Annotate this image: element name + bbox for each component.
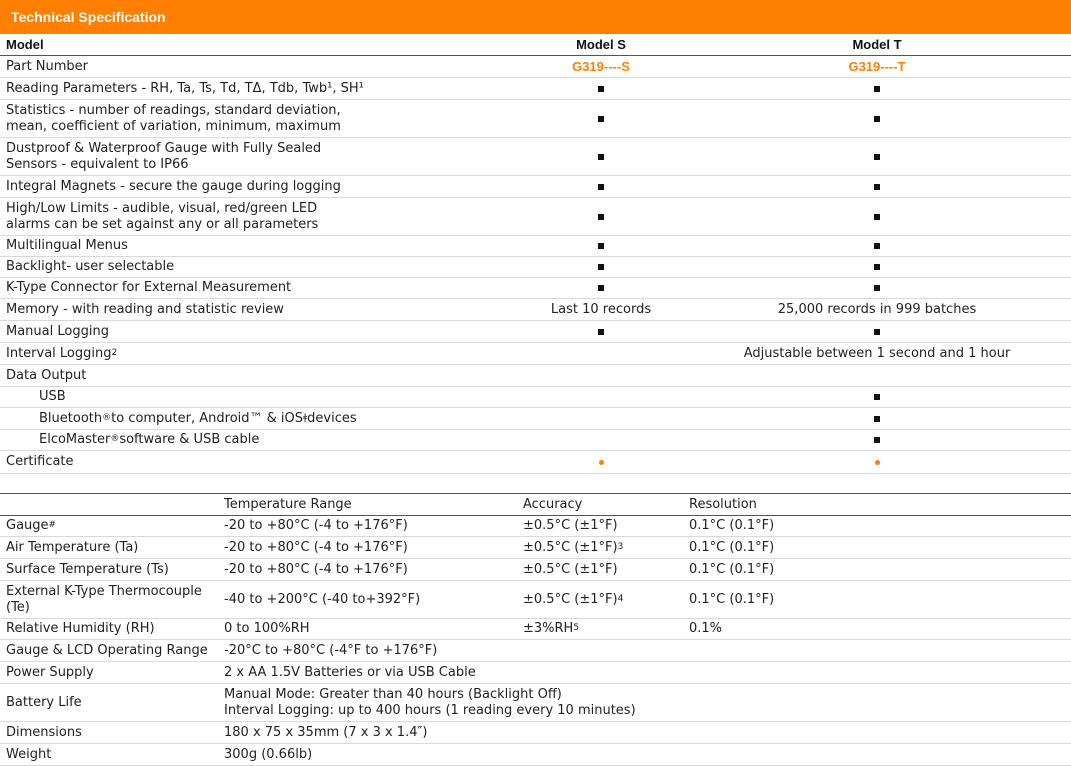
section-banner [0, 0, 1071, 34]
row-label-line: Dustproof & Waterproof Gauge with Fully Sealed [6, 140, 322, 156]
accuracy-value: ±3%RH $^5$ [523, 621, 580, 636]
feature-mark-s [463, 100, 739, 137]
row-label-text: Gauge [6, 518, 49, 533]
feature-mark-t [739, 198, 1015, 235]
accuracy-text: ±0.5°C (±1°F) [523, 539, 618, 555]
accuracy-text: ±3%RH [523, 621, 574, 636]
header-model-t: Model T [852, 36, 902, 52]
table-row [0, 56, 1071, 78]
memory-model-t: 25,000 records in 999 batches [777, 301, 977, 317]
row-label-text: software & USB cable [119, 432, 260, 447]
table-row [0, 619, 1071, 640]
table-header-row [0, 494, 1071, 516]
table-row [0, 236, 1071, 257]
row-label: Air Temperature (Ta) [6, 539, 139, 555]
row-label: Part Number [6, 58, 89, 74]
row-label: Manual Logging [6, 323, 109, 339]
row-label: Gauge # [6, 518, 57, 533]
resolution-value: 0.1°C (0.1°F) [689, 561, 775, 577]
table-row [0, 559, 1071, 581]
table-row [0, 662, 1071, 684]
row-label-line: alarms can be set against any or all parameters [6, 216, 319, 232]
temp-range-value: -20 to +80°C (-4 to +176°F) [224, 518, 408, 533]
row-label-line: High/Low Limits - audible, visual, red/green LED [6, 200, 318, 216]
feature-mark-t [739, 278, 1015, 298]
row-label: Power Supply [6, 664, 94, 680]
row-label-line: Sensors - equivalent to IP66 [6, 156, 189, 172]
table-row [0, 176, 1071, 198]
feature-mark-s [463, 278, 739, 298]
header-temp-range: Temperature Range [224, 496, 352, 512]
interval-logging-t: Adjustable between 1 second and 1 hour [743, 345, 1011, 361]
feature-mark-s [463, 176, 739, 197]
table-row [0, 321, 1071, 343]
table-row [0, 343, 1071, 365]
row-label: Dimensions [6, 724, 82, 740]
feature-mark-t [739, 78, 1015, 99]
header-model: Model [6, 36, 44, 52]
section-title: Technical Specification [11, 9, 166, 25]
feature-mark-s [463, 257, 739, 277]
row-label: Multilingual Menus [6, 238, 128, 253]
part-number-t: G319----T [848, 58, 906, 74]
row-label-line: mean, coefficient of variation, minimum, maximum [6, 118, 341, 134]
row-label-line: (Te) [6, 599, 30, 615]
table-row [0, 451, 1071, 474]
row-label: Data Output [6, 367, 87, 383]
spec-value: -20°C to +80°C (-4°F to +176°F) [224, 642, 438, 658]
table-row [0, 257, 1071, 278]
accuracy-value: ±0.5°C (±1°F) [523, 518, 618, 533]
features-table [0, 34, 1071, 474]
row-label: Memory - with reading and statistic review [6, 301, 284, 317]
table-row [0, 100, 1071, 138]
table-row [0, 387, 1071, 408]
row-label [6, 138, 466, 175]
table-row [0, 408, 1071, 430]
temp-range-value: -40 to +200°C (-40 to+392°F) [224, 591, 421, 607]
feature-mark-s [463, 236, 739, 256]
feature-mark-t [739, 100, 1015, 137]
feature-mark-t [739, 236, 1015, 256]
table-row [0, 198, 1071, 236]
table-row [0, 299, 1071, 321]
row-label-text: devices [307, 410, 357, 426]
feature-mark-t [739, 138, 1015, 175]
spec-value: 300g (0.66lb) [224, 746, 313, 762]
table-row [0, 138, 1071, 176]
table-row [0, 640, 1071, 662]
accuracy-value: ±0.5°C (±1°F) $^4$ [523, 591, 624, 607]
table-row [0, 581, 1071, 619]
row-label-text: ElcoMaster [39, 432, 111, 447]
certificate-dot-t [739, 451, 1015, 473]
temp-range-value: -20 to +80°C (-4 to +176°F) [224, 539, 408, 555]
table-row [0, 722, 1071, 744]
row-label: Integral Magnets - secure the gauge during logging [6, 178, 341, 194]
temp-range-value: -20 to +80°C (-4 to +176°F) [224, 561, 408, 577]
spec-value: 180 x 75 x 35mm (7 x 3 x 1.4″) [224, 724, 428, 740]
table-row [0, 78, 1071, 100]
feature-mark-t [739, 176, 1015, 197]
table-row [0, 365, 1071, 387]
row-label: Bluetooth ® to computer, Android™ & iOS $^ǂ$ devices [39, 410, 357, 426]
feature-mark-t [739, 321, 1015, 342]
row-label: Gauge & LCD Operating Range [6, 642, 208, 658]
row-label-text: Bluetooth [39, 410, 103, 426]
table-header-row [0, 34, 1071, 56]
row-label: Battery Life [6, 694, 82, 710]
feature-mark-t [739, 430, 1015, 450]
feature-mark-s [463, 78, 739, 99]
part-number-s: G319----S [572, 58, 630, 74]
row-label: ElcoMaster ® software & USB cable [39, 432, 260, 447]
row-label: K-Type Connector for External Measurement [6, 280, 292, 295]
spec-value-line: Interval Logging: up to 400 hours (1 reading every 10 minutes) [224, 702, 636, 718]
certificate-dot-s [463, 451, 739, 473]
feature-mark-s [463, 321, 739, 342]
row-label: Backlight- user selectable [6, 259, 175, 274]
spec-value [224, 684, 1064, 721]
spec-value-line: Manual Mode: Greater than 40 hours (Backlight Off) [224, 686, 562, 702]
header-accuracy: Accuracy [523, 496, 583, 512]
memory-model-s: Last 10 records [550, 301, 652, 317]
table-row [0, 537, 1071, 559]
row-label: Certificate [6, 454, 74, 469]
row-label [6, 581, 221, 618]
temp-range-value: 0 to 100%RH [224, 621, 310, 636]
row-label: Weight [6, 746, 52, 762]
row-label: Reading Parameters - RH, Ta, Ts, Td, TΔ, Tdb, Twb¹, SH¹ [6, 80, 364, 96]
header-resolution: Resolution [689, 496, 757, 512]
feature-mark-s [463, 198, 739, 235]
table-row [0, 430, 1071, 451]
table-row [0, 744, 1071, 766]
feature-mark-s [463, 138, 739, 175]
table-row [0, 516, 1071, 537]
row-label-text: Interval Logging [6, 345, 112, 361]
row-label: Interval Logging $^2$ [6, 345, 118, 361]
resolution-value: 0.1°C (0.1°F) [689, 591, 775, 607]
feature-mark-t [739, 387, 1015, 407]
row-label: USB [39, 389, 66, 404]
row-label: Surface Temperature (Ts) [6, 561, 169, 577]
table-row [0, 684, 1071, 722]
accuracy-value: ±0.5°C (±1°F) [523, 561, 618, 577]
row-label-line: External K-Type Thermocouple [6, 583, 202, 599]
resolution-value: 0.1°C (0.1°F) [689, 539, 775, 555]
accuracy-value: ±0.5°C (±1°F) $^3$ [523, 539, 624, 555]
specs-table [0, 493, 1071, 766]
row-label-text: to computer, Android™ & iOS [111, 410, 304, 426]
resolution-value: 0.1% [689, 621, 723, 636]
row-label [6, 100, 466, 137]
header-model-s: Model S [576, 36, 626, 52]
spec-value: 2 x AA 1.5V Batteries or via USB Cable [224, 664, 476, 680]
row-label [6, 198, 466, 235]
table-row [0, 278, 1071, 299]
row-label-line: Statistics - number of readings, standard deviation, [6, 102, 341, 118]
accuracy-text: ±0.5°C (±1°F) [523, 591, 618, 607]
feature-mark-t [739, 408, 1015, 429]
feature-mark-t [739, 257, 1015, 277]
row-label: Relative Humidity (RH) [6, 621, 155, 636]
resolution-value: 0.1°C (0.1°F) [689, 518, 775, 533]
